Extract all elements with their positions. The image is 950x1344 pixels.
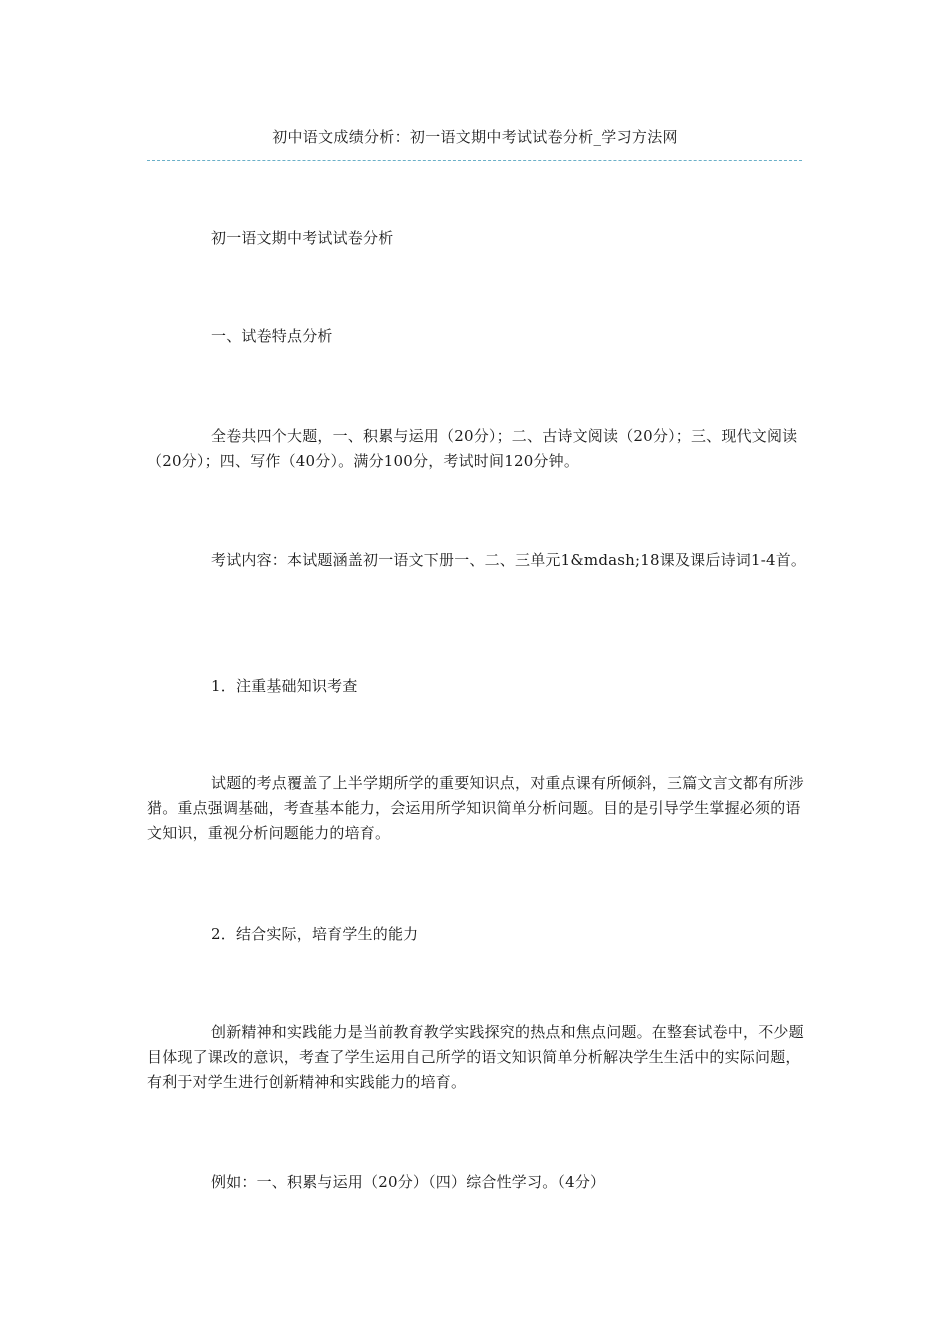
subheading-item-2: 2．结合实际，培育学生的能力 [211, 925, 419, 943]
paragraph-overview: 全卷共四个大题，一、积累与运用（20分）；二、古诗文阅读（20分）；三、现代文阅读（20分）；四、写作（40分）。满分100分，考试时间120分钟。 [147, 427, 798, 470]
title-divider [147, 160, 802, 161]
paragraph-item-1: 试题的考点覆盖了上半学期所学的重要知识点，对重点课有所倾斜，三篇文言文都有所涉猎。重点强调基础，考查基本能力，会运用所学知识简单分析问题。目的是引导学生掌握必须的语文知识，重视分析问题能力的培育。 [147, 774, 804, 842]
paragraph-example: 例如：一、积累与运用（20分）（四）综合性学习。（4分） [211, 1173, 606, 1191]
paragraph-item-2: 创新精神和实践能力是当前教育教学实践探究的热点和焦点问题。在整套试卷中，不少题目体现了课改的意识，考查了学生运用自己所学的语文知识简单分析解决学生生活中的实际问题，有利于对学生进行创新精神和实践能力的培育。 [147, 1023, 804, 1091]
section-heading-1: 一、试卷特点分析 [211, 327, 333, 345]
article-heading: 初一语文期中考试试卷分析 [211, 229, 394, 247]
paragraph-exam-content: 考试内容：本试题涵盖初一语文下册一、二、三单元1&mdash;18课及课后诗词1-4首。 [211, 551, 807, 569]
subheading-item-1: 1．注重基础知识考查 [211, 677, 358, 695]
document-title: 初中语文成绩分析：初一语文期中考试试卷分析_学习方法网 [272, 128, 678, 146]
